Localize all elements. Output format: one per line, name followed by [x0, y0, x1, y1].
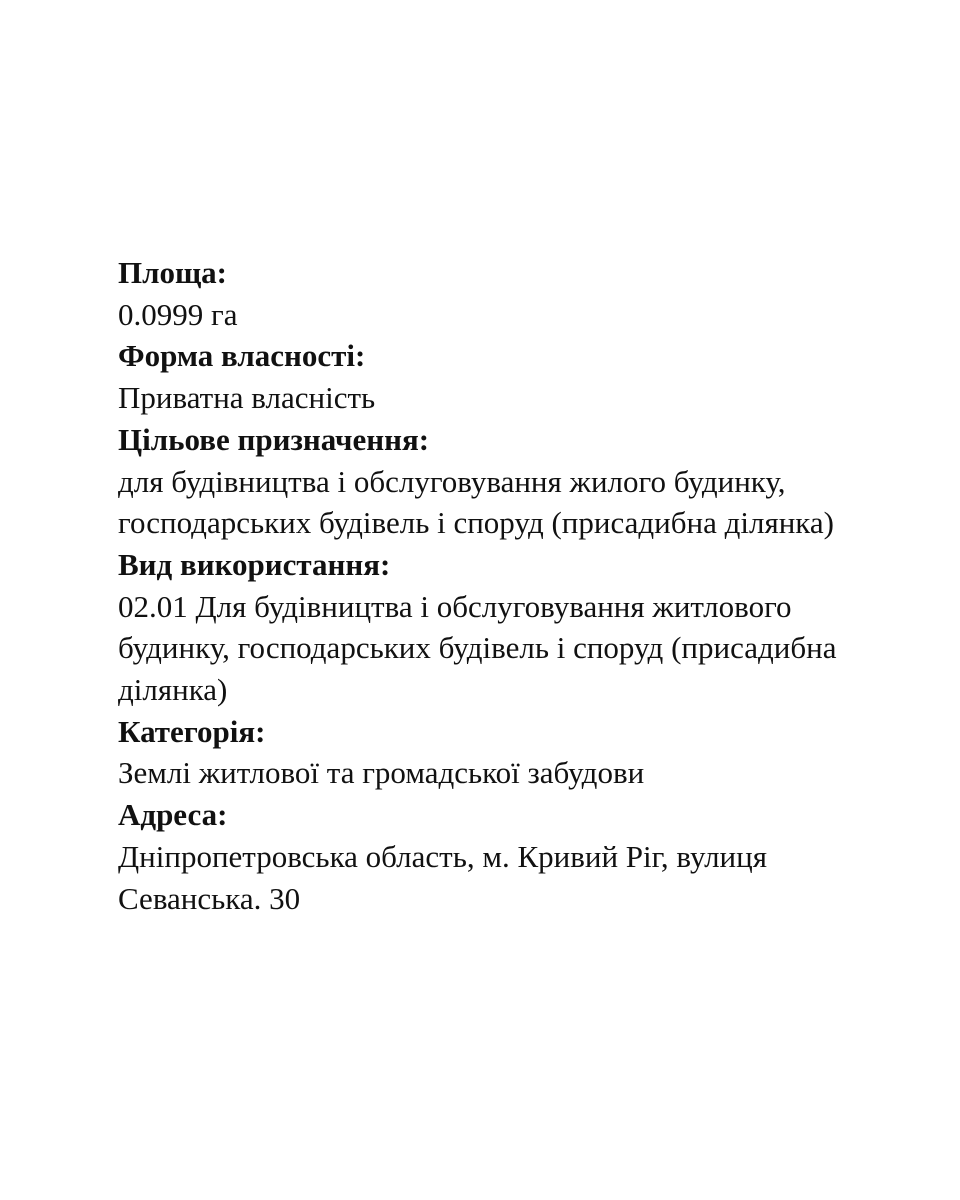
purpose-label: Цільове призначення: [118, 421, 430, 457]
address-label: Адреса: [118, 797, 228, 833]
usage-label: Вид використання: [118, 546, 391, 582]
category-label: Категорія: [118, 713, 266, 749]
ownership-value: Приватна власність [118, 380, 376, 416]
land-plot-details [118, 252, 893, 919]
category-value: Землі житлової та громадської забудови [118, 755, 645, 791]
purpose-value: для будівництва і обслуговування жилого будинку, господарських будівель і споруд (присадибна ділянка) [118, 463, 834, 541]
ownership-label: Форма власності: [118, 338, 366, 374]
address-value: Дніпропетровська область, м. Кривий Ріг, вулиця Севанська. 30 [118, 838, 767, 916]
area-value: 0.0999 га [118, 296, 238, 332]
area-label: Площа: [118, 255, 227, 290]
usage-value: 02.01 Для будівництва і обслуговування житлового будинку, господарських будівель і споруд (присадибна ділянка) [118, 588, 837, 708]
